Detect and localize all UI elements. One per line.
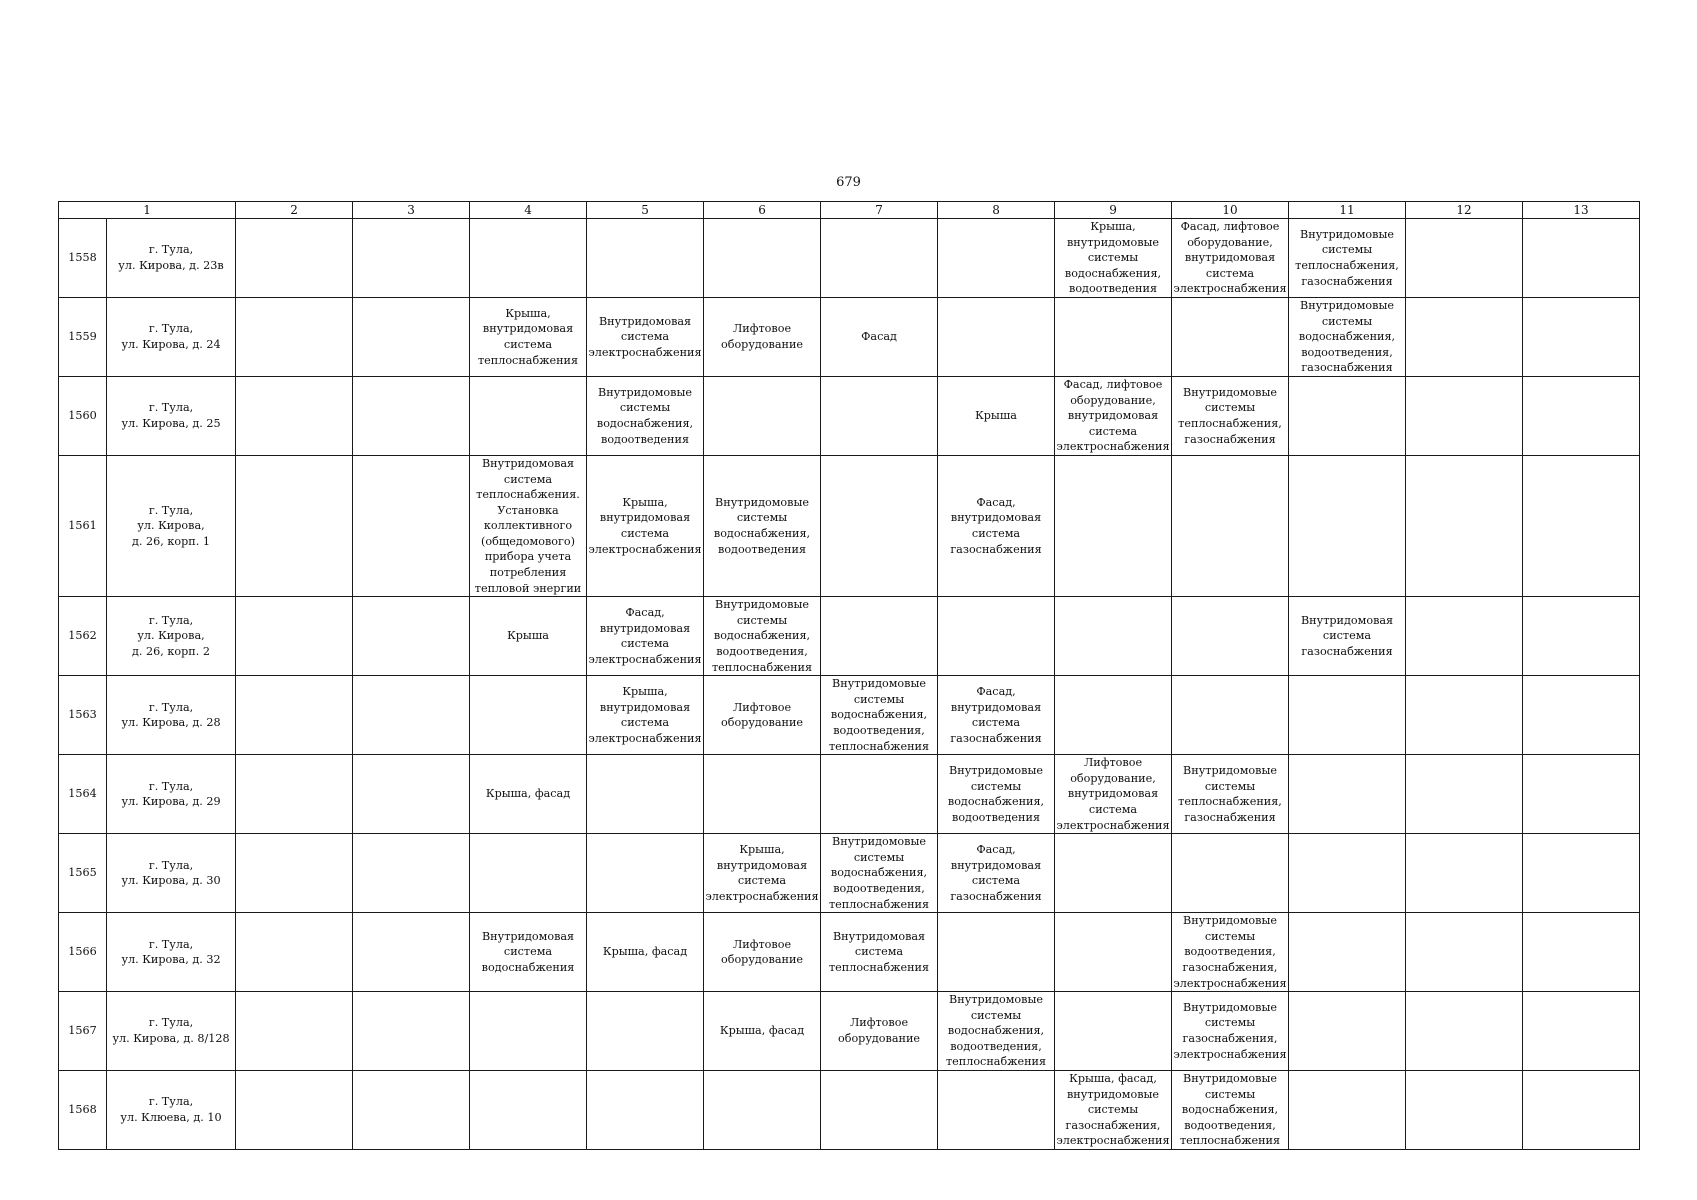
work-cell-col-10: [1172, 1071, 1289, 1150]
table-row: [59, 992, 1640, 1071]
repair-schedule-table: [58, 201, 1640, 1150]
work-cell-col-8: [938, 1071, 1055, 1150]
work-cell-col-3: [353, 992, 470, 1071]
work-cell-col-9: [1055, 992, 1172, 1071]
work-cell-col-4: [470, 455, 587, 596]
work-cell-col-6: [704, 755, 821, 834]
row-number-cell: [59, 1071, 107, 1150]
work-cell-col-3: [353, 834, 470, 913]
address-cell: [107, 834, 236, 913]
work-cell-col-12: [1406, 597, 1523, 676]
work-cell-col-7: [821, 1071, 938, 1150]
work-cell-col-5: [587, 676, 704, 755]
cell-text: Внутридомовые системы теплоснабжения, газоснабжения: [1178, 385, 1282, 446]
row-number-cell: [59, 597, 107, 676]
work-cell-col-4: [470, 992, 587, 1071]
cell-text: 1566: [68, 945, 97, 959]
work-cell-col-13: [1523, 834, 1640, 913]
cell-text: Крыша, внутридомовая система теплоснабжения: [477, 306, 579, 367]
column-header: 12: [1406, 202, 1523, 219]
work-cell-col-13: [1523, 297, 1640, 376]
work-cell-col-10: [1172, 455, 1289, 596]
cell-text: Крыша, внутридомовая система электроснабжения: [705, 842, 819, 903]
cell-text: Внутридомовая система водоснабжения: [481, 929, 575, 974]
cell-text: Внутридомовые системы водоснабжения, водоотведения: [713, 495, 811, 556]
column-header: 7: [821, 202, 938, 219]
work-cell-col-11: [1289, 597, 1406, 676]
row-number-cell: [59, 297, 107, 376]
work-cell-col-12: [1406, 676, 1523, 755]
cell-text: 1562: [68, 629, 97, 643]
cell-text: 1559: [68, 330, 97, 344]
work-cell-col-13: [1523, 1071, 1640, 1150]
cell-text: г. Тула, ул. Кирова, д. 26, корп. 2: [132, 613, 210, 659]
work-cell-col-9: [1055, 676, 1172, 755]
work-cell-col-5: [587, 913, 704, 992]
table-row: [59, 1071, 1640, 1150]
table-row: [59, 219, 1640, 298]
work-cell-col-4: [470, 1071, 587, 1150]
table-row: [59, 913, 1640, 992]
work-cell-col-11: [1289, 913, 1406, 992]
work-cell-col-7: [821, 455, 938, 596]
work-cell-col-12: [1406, 376, 1523, 455]
cell-text: 1563: [68, 708, 97, 722]
cell-text: Крыша, внутридомовые системы водоснабжения, водоотведения: [1064, 220, 1162, 296]
work-cell-col-5: [587, 376, 704, 455]
work-cell-col-13: [1523, 676, 1640, 755]
column-number-row: [59, 202, 1640, 219]
work-cell-col-13: [1523, 992, 1640, 1071]
work-cell-col-8: [938, 376, 1055, 455]
column-header: 5: [587, 202, 704, 219]
work-cell-col-6: [704, 1071, 821, 1150]
column-header: 10: [1172, 202, 1289, 219]
work-cell-col-3: [353, 676, 470, 755]
cell-text: Внутридомовые системы водоотведения, газоснабжения, электроснабжения: [1173, 914, 1287, 990]
work-cell-col-9: [1055, 455, 1172, 596]
cell-text: Крыша: [975, 409, 1017, 423]
cell-text: Крыша: [507, 629, 549, 643]
work-cell-col-11: [1289, 992, 1406, 1071]
address-cell: [107, 992, 236, 1071]
work-cell-col-8: [938, 297, 1055, 376]
cell-text: Внутридомовые системы водоснабжения, водоотведения: [596, 385, 694, 446]
work-cell-col-2: [236, 1071, 353, 1150]
work-cell-col-5: [587, 992, 704, 1071]
work-cell-col-11: [1289, 1071, 1406, 1150]
cell-text: г. Тула, ул. Кирова, д. 8/128: [112, 1016, 230, 1046]
row-number-cell: [59, 455, 107, 596]
address-cell: [107, 219, 236, 298]
work-cell-col-6: [704, 834, 821, 913]
work-cell-col-10: [1172, 755, 1289, 834]
work-cell-col-8: [938, 676, 1055, 755]
column-header: 3: [353, 202, 470, 219]
work-cell-col-4: [470, 219, 587, 298]
cell-text: Внутридомовые системы водоснабжения, водоотведения, теплоснабжения: [945, 993, 1047, 1069]
work-cell-col-9: [1055, 755, 1172, 834]
work-cell-col-12: [1406, 755, 1523, 834]
address-cell: [107, 597, 236, 676]
work-cell-col-6: [704, 913, 821, 992]
cell-text: Фасад, внутридомовая система газоснабжения: [950, 495, 1042, 556]
work-cell-col-6: [704, 597, 821, 676]
cell-text: Фасад, внутридомовая система электроснабжения: [588, 606, 702, 666]
cell-text: Внутридомовая система теплоснабжения: [828, 929, 930, 974]
work-cell-col-3: [353, 1071, 470, 1150]
work-cell-col-10: [1172, 834, 1289, 913]
cell-text: г. Тула, ул. Кирова, д. 29: [121, 779, 221, 809]
work-cell-col-5: [587, 219, 704, 298]
work-cell-col-10: [1172, 913, 1289, 992]
work-cell-col-12: [1406, 455, 1523, 596]
work-cell-col-9: [1055, 376, 1172, 455]
cell-text: г. Тула, ул. Кирова, д. 30: [121, 858, 221, 888]
cell-text: 1560: [68, 409, 97, 423]
work-cell-col-12: [1406, 992, 1523, 1071]
work-cell-col-2: [236, 676, 353, 755]
work-cell-col-2: [236, 992, 353, 1071]
address-cell: [107, 755, 236, 834]
work-cell-col-12: [1406, 834, 1523, 913]
cell-text: Внутридомовые системы водоснабжения, водоотведения: [947, 763, 1045, 824]
work-cell-col-10: [1172, 597, 1289, 676]
work-cell-col-6: [704, 297, 821, 376]
column-header: 2: [236, 202, 353, 219]
work-cell-col-4: [470, 755, 587, 834]
work-cell-col-2: [236, 455, 353, 596]
work-cell-col-7: [821, 219, 938, 298]
work-cell-col-5: [587, 597, 704, 676]
address-cell: [107, 1071, 236, 1150]
work-cell-col-3: [353, 455, 470, 596]
table-row: [59, 755, 1640, 834]
work-cell-col-5: [587, 297, 704, 376]
cell-text: 1564: [68, 787, 97, 801]
row-number-cell: [59, 676, 107, 755]
table-body: [59, 219, 1640, 1150]
work-cell-col-3: [353, 755, 470, 834]
work-cell-col-3: [353, 597, 470, 676]
work-cell-col-8: [938, 834, 1055, 913]
cell-text: Фасад, лифтовое оборудование, внутридомовая система электроснабжения: [1173, 220, 1287, 296]
work-cell-col-13: [1523, 219, 1640, 298]
work-cell-col-8: [938, 455, 1055, 596]
work-cell-col-11: [1289, 755, 1406, 834]
cell-text: Крыша, внутридомовая система электроснабжения: [588, 685, 702, 745]
work-cell-col-8: [938, 597, 1055, 676]
cell-text: г. Тула, ул. Кирова, д. 28: [121, 700, 221, 730]
work-cell-col-6: [704, 376, 821, 455]
cell-text: 1561: [68, 519, 97, 533]
work-cell-col-4: [470, 297, 587, 376]
work-cell-col-9: [1055, 597, 1172, 676]
cell-text: Внутридомовые системы водоснабжения, водоотведения, теплоснабжения: [1179, 1072, 1281, 1148]
cell-text: Внутридомовые системы теплоснабжения, газоснабжения: [1178, 763, 1282, 824]
cell-text: Внутридомовые системы водоснабжения, водоотведения, теплоснабжения: [828, 677, 930, 753]
address-cell: [107, 297, 236, 376]
work-cell-col-13: [1523, 376, 1640, 455]
cell-text: Внутридомовые системы газоснабжения, электроснабжения: [1173, 1000, 1287, 1061]
column-header: 6: [704, 202, 821, 219]
row-number-cell: [59, 834, 107, 913]
work-cell-col-4: [470, 913, 587, 992]
work-cell-col-11: [1289, 376, 1406, 455]
work-cell-col-13: [1523, 455, 1640, 596]
row-number-cell: [59, 219, 107, 298]
work-cell-col-10: [1172, 992, 1289, 1071]
work-cell-col-10: [1172, 219, 1289, 298]
cell-text: г. Тула, ул. Кирова, д. 23в: [118, 243, 224, 272]
work-cell-col-12: [1406, 219, 1523, 298]
work-cell-col-3: [353, 219, 470, 298]
address-cell: [107, 376, 236, 455]
cell-text: Крыша, фасад: [719, 1024, 805, 1038]
work-cell-col-11: [1289, 297, 1406, 376]
cell-text: Внутридомовые системы водоснабжения, водоотведения, теплоснабжения: [711, 598, 813, 674]
work-cell-col-4: [470, 834, 587, 913]
work-cell-col-9: [1055, 1071, 1172, 1150]
work-cell-col-11: [1289, 834, 1406, 913]
cell-text: Лифтовое оборудование: [837, 1016, 921, 1046]
work-cell-col-7: [821, 913, 938, 992]
cell-text: г. Тула, ул. Кирова, д. 25: [121, 401, 221, 430]
work-cell-col-4: [470, 597, 587, 676]
cell-text: Фасад: [861, 330, 897, 344]
column-header: 4: [470, 202, 587, 219]
address-cell: [107, 455, 236, 596]
work-cell-col-13: [1523, 597, 1640, 676]
cell-text: Фасад, лифтовое оборудование, внутридомовая система электроснабжения: [1056, 377, 1170, 454]
cell-text: Внутридомовая система теплоснабжения. Установка коллективного (общедомового) прибора учета потребления тепловой энергии: [474, 456, 582, 595]
cell-text: 1567: [68, 1024, 97, 1038]
cell-text: 1568: [68, 1103, 97, 1117]
column-header: 11: [1289, 202, 1406, 219]
row-number-cell: [59, 992, 107, 1071]
table-row: [59, 676, 1640, 755]
cell-text: 1558: [68, 251, 97, 265]
work-cell-col-2: [236, 913, 353, 992]
cell-text: Внутридомовая система газоснабжения: [1300, 613, 1394, 659]
work-cell-col-9: [1055, 297, 1172, 376]
work-cell-col-8: [938, 992, 1055, 1071]
cell-text: Внутридомовая система электроснабжения: [588, 314, 702, 359]
cell-text: г. Тула, ул. Кирова, д. 32: [121, 937, 221, 967]
work-cell-col-2: [236, 597, 353, 676]
cell-text: Крыша, фасад: [485, 787, 571, 801]
work-cell-col-4: [470, 376, 587, 455]
cell-text: Фасад, внутридомовая система газоснабжения: [950, 842, 1042, 903]
cell-text: г. Тула, ул. Клюева, д. 10: [120, 1095, 222, 1125]
work-cell-col-8: [938, 913, 1055, 992]
cell-text: Фасад, внутридомовая система газоснабжения: [950, 685, 1042, 745]
cell-text: Внутридомовые системы водоснабжения, водоотведения, теплоснабжения: [828, 835, 930, 911]
work-cell-col-5: [587, 1071, 704, 1150]
table-row: [59, 834, 1640, 913]
cell-text: Крыша, фасад, внутридомовые системы газоснабжения, электроснабжения: [1056, 1072, 1170, 1148]
work-cell-col-6: [704, 219, 821, 298]
table-row: [59, 455, 1640, 596]
work-cell-col-7: [821, 297, 938, 376]
cell-text: 1565: [68, 866, 97, 880]
work-cell-col-2: [236, 297, 353, 376]
work-cell-col-12: [1406, 913, 1523, 992]
work-cell-col-8: [938, 755, 1055, 834]
cell-text: Лифтовое оборудование, внутридомовая система электроснабжения: [1056, 756, 1170, 832]
work-cell-col-5: [587, 755, 704, 834]
page-number: 679: [836, 175, 861, 190]
cell-text: Крыша, фасад: [602, 945, 688, 959]
work-cell-col-10: [1172, 676, 1289, 755]
cell-text: Внутридомовые системы водоснабжения, водоотведения, газоснабжения: [1298, 298, 1396, 375]
work-cell-col-11: [1289, 455, 1406, 596]
work-cell-col-4: [470, 676, 587, 755]
work-cell-col-6: [704, 992, 821, 1071]
work-cell-col-2: [236, 834, 353, 913]
work-cell-col-7: [821, 755, 938, 834]
work-cell-col-13: [1523, 913, 1640, 992]
work-cell-col-5: [587, 455, 704, 596]
column-header: 13: [1523, 202, 1640, 219]
work-cell-col-2: [236, 219, 353, 298]
column-header: 9: [1055, 202, 1172, 219]
work-cell-col-6: [704, 455, 821, 596]
work-cell-col-3: [353, 297, 470, 376]
work-cell-col-7: [821, 376, 938, 455]
work-cell-col-2: [236, 755, 353, 834]
row-number-cell: [59, 755, 107, 834]
column-header: 8: [938, 202, 1055, 219]
table-row: [59, 376, 1640, 455]
address-cell: [107, 913, 236, 992]
cell-text: Крыша, внутридомовая система электроснабжения: [588, 495, 702, 556]
work-cell-col-7: [821, 676, 938, 755]
work-cell-col-5: [587, 834, 704, 913]
work-cell-col-2: [236, 376, 353, 455]
work-cell-col-3: [353, 913, 470, 992]
cell-text: г. Тула, ул. Кирова, д. 26, корп. 1: [132, 503, 210, 548]
work-cell-col-11: [1289, 219, 1406, 298]
table-row: [59, 597, 1640, 676]
cell-text: Лифтовое оборудование: [720, 322, 804, 351]
work-cell-col-9: [1055, 913, 1172, 992]
row-number-cell: [59, 376, 107, 455]
column-header: 1: [59, 202, 236, 219]
cell-text: г. Тула, ул. Кирова, д. 24: [121, 322, 221, 351]
work-cell-col-6: [704, 676, 821, 755]
work-cell-col-10: [1172, 376, 1289, 455]
row-number-cell: [59, 913, 107, 992]
work-cell-col-7: [821, 992, 938, 1071]
address-cell: [107, 676, 236, 755]
work-cell-col-7: [821, 597, 938, 676]
work-cell-col-11: [1289, 676, 1406, 755]
work-cell-col-12: [1406, 1071, 1523, 1150]
work-cell-col-12: [1406, 297, 1523, 376]
work-cell-col-9: [1055, 834, 1172, 913]
work-cell-col-13: [1523, 755, 1640, 834]
work-cell-col-9: [1055, 219, 1172, 298]
cell-text: Лифтовое оборудование: [720, 700, 804, 730]
work-cell-col-8: [938, 219, 1055, 298]
cell-text: Внутридомовые системы теплоснабжения, газоснабжения: [1295, 227, 1399, 288]
work-cell-col-3: [353, 376, 470, 455]
cell-text: Лифтовое оборудование: [720, 937, 804, 967]
work-cell-col-10: [1172, 297, 1289, 376]
table-row: [59, 297, 1640, 376]
work-cell-col-7: [821, 834, 938, 913]
